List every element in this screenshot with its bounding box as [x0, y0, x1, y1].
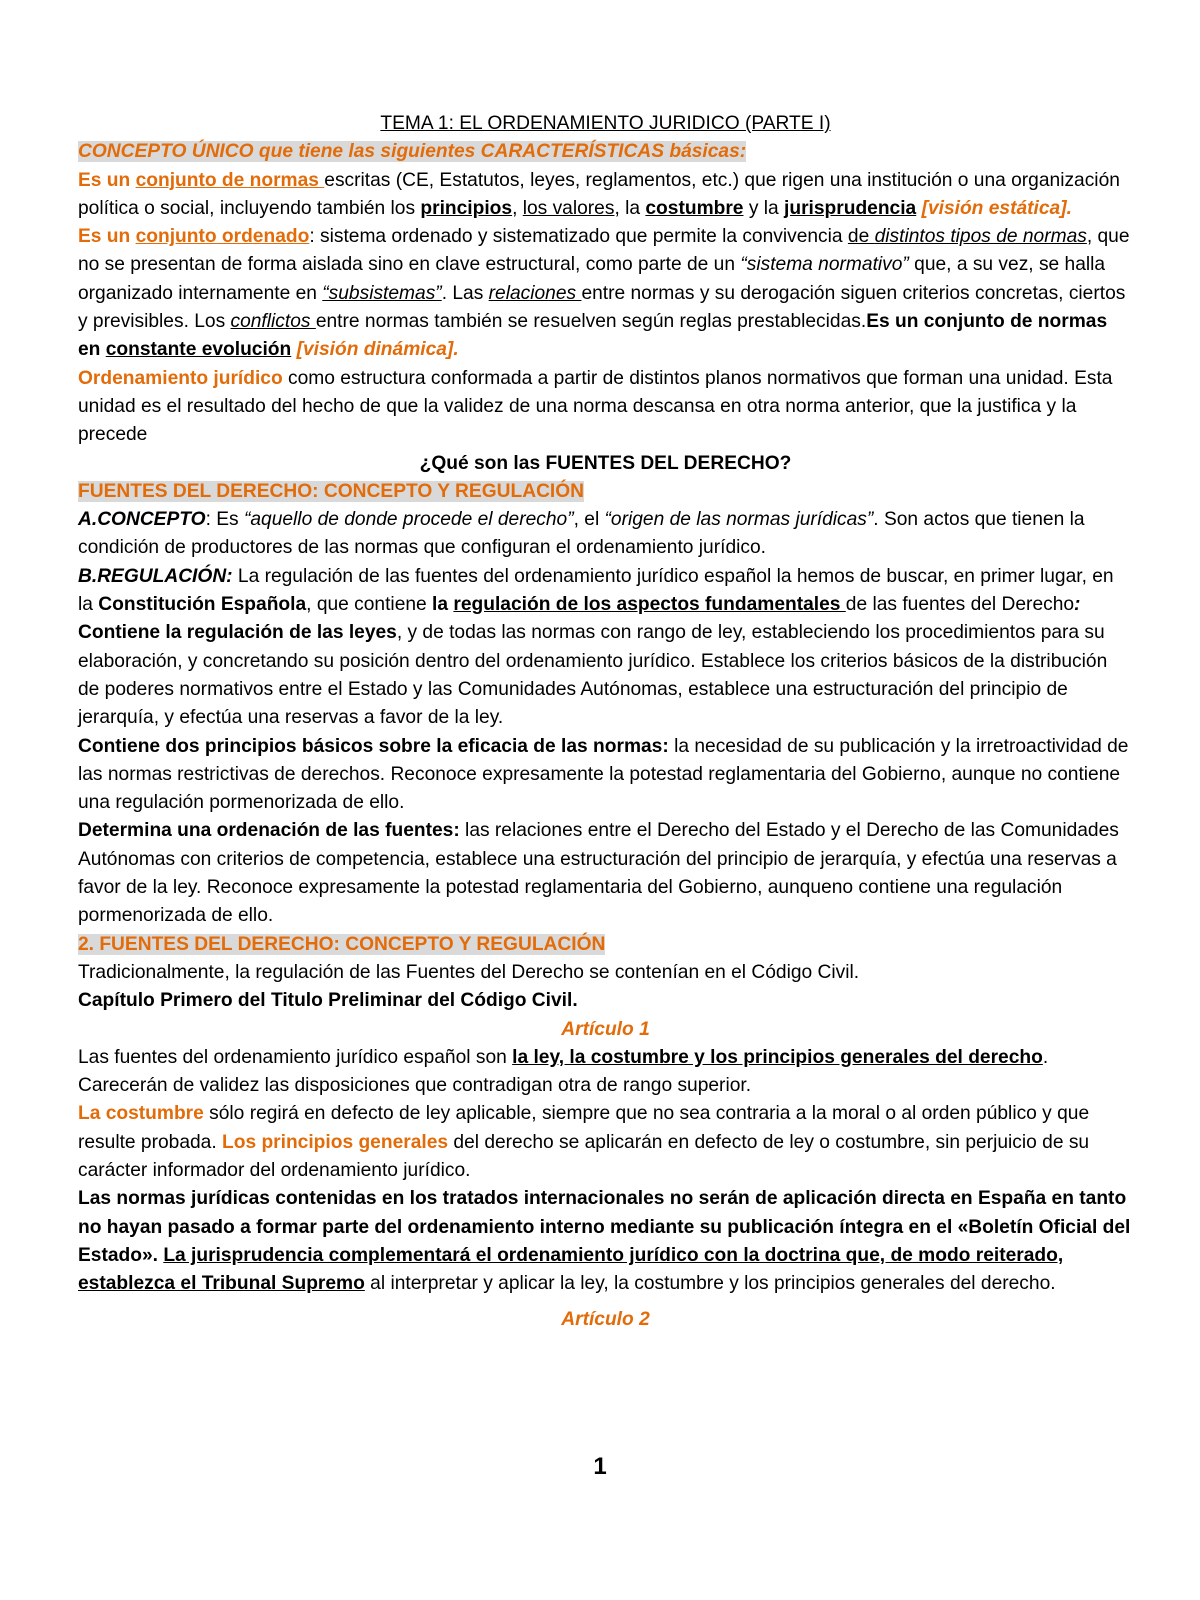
page-number: 1 [593, 1453, 607, 1480]
paragraph-contiene-leyes: Contiene la regulación de las leyes, y de todas las normas con rango de ley, estableciendo los procedimientos para su elaboración, y concretando su posición dentro del ordenamiento jurídico. Establece los criterios básicos de la distribución de poderes normativos entre el Estado y las Comunidades Autónomas, establece una estructuración del principio de jerarquía, y efectúa una reservas a favor de la ley. [78, 622, 1108, 729]
paragraph-tradicionalmente: Tradicionalmente, la regulación de las Fuentes del Derecho se contenían en el Código Civil. [78, 961, 860, 983]
paragraph-ordenamiento: Ordenamiento jurídico como estructura conformada a partir de distintos planos normativos que forman una unidad. Esta unidad es el resultado del hecho de que la validez de una norma descansa en otra norma anterior, que la justifica y la precede [78, 367, 1113, 446]
paragraph-costumbre: La costumbre sólo regirá en defecto de ley aplicable, siempre que no sea contraria a la moral o al orden público y que resulte probada. Los principios generales del derecho se aplicarán en defecto de ley o costumbre, sin perjuicio de su carácter informador del ordenamiento jurídico. [78, 1103, 1090, 1181]
fuentes-heading: FUENTES DEL DERECHO: CONCEPTO Y REGULACIÓN [78, 480, 585, 502]
fuentes-heading-2: 2. FUENTES DEL DERECHO: CONCEPTO Y REGULACIÓN [78, 933, 606, 955]
paragraph-articulo-1-fuentes: Las fuentes del ordenamiento jurídico español son la ley, la costumbre y los principios generales del derecho. Carecerán de validez las disposiciones que contradigan otra de rango superior. [78, 1046, 1049, 1097]
paragraph-determina-ordenacion: Determina una ordenación de las fuentes: las relaciones entre el Derecho del Estado y el Derecho de las Comunidades Autónomas con criterios de competencia, establece una estructuración del principio de jerarquía, y efectúa una reservas a favor de la ley. Reconoce expresamente la potestad reglamentaria del Gobierno, aunqueno contiene una regulación pormenorizada de ello. [78, 820, 1119, 927]
concepto-heading: CONCEPTO ÚNICO que tiene las siguientes CARACTERÍSTICAS básicas: [78, 141, 747, 163]
paragraph-capitulo: Capítulo Primero del Titulo Preliminar del Código Civil. [78, 990, 578, 1012]
document-title: TEMA 1: EL ORDENAMIENTO JURIDICO (PARTE I) [380, 113, 831, 134]
paragraph-concepto: A.CONCEPTO: Es “aquello de donde procede el derecho”, el “origen de las normas jurídicas”. Son actos que tienen la condición de productores de las normas que configuran el ordenamiento jurídico. [78, 509, 1085, 559]
paragraph-conjunto-normas: Es un conjunto de normas escritas (CE, Estatutos, leyes, reglamentos, etc.) que rigen una institución o una organización política o social, incluyendo también los principios, los valores, la costumbre y la jurisprudencia [visión estática]. [78, 169, 1120, 219]
articulo-2-heading: Artículo 2 [561, 1309, 650, 1331]
paragraph-conjunto-ordenado: Es un conjunto ordenado: sistema ordenado y sistematizado que permite la convivencia de distintos tipos de normas, que no se presentan de forma aislada sino en clave estructural, como parte de un “sistema normativo” que, a su vez, se halla organizado internamente en “subsistemas”. Las relaciones entre normas y su derogación siguen criterios concretas, ciertos y previsibles. Los conflictos entre normas también se resuelven según reglas prestablecidas.Es un conjunto de normas en constante evolución [visión dinámica]. [78, 226, 1130, 361]
paragraph-regulacion: B.REGULACIÓN: La regulación de las fuentes del ordenamiento jurídico español la hemos de buscar, en primer lugar, en la Constitución Española, que contiene la regulación de los aspectos fundamentales de las fuentes del Derecho: [78, 565, 1114, 616]
document-page [78, 110, 1133, 1335]
question-heading: ¿Qué son las FUENTES DEL DERECHO? [419, 452, 792, 474]
articulo-1-heading: Artículo 1 [561, 1018, 650, 1040]
paragraph-tratados: Las normas jurídicas contenidas en los tratados internacionales no serán de aplicación directa en España en tanto no hayan pasado a formar parte del ordenamiento interno mediante su publicación íntegra en el «Boletín Oficial del Estado». La jurisprudencia complementará el ordenamiento jurídico con la doctrina que, de modo reiterado, establezca el Tribunal Supremo al interpretar y aplicar la ley, la costumbre y los principios generales del derecho. [78, 1188, 1131, 1295]
paragraph-contiene-principios: Contiene dos principios básicos sobre la eficacia de las normas: la necesidad de su publicación y la irretroactividad de las normas restrictivas de derechos. Reconoce expresamente la potestad reglamentaria del Gobierno, aunque no contiene una regulación pormenorizada de ello. [78, 735, 1129, 814]
